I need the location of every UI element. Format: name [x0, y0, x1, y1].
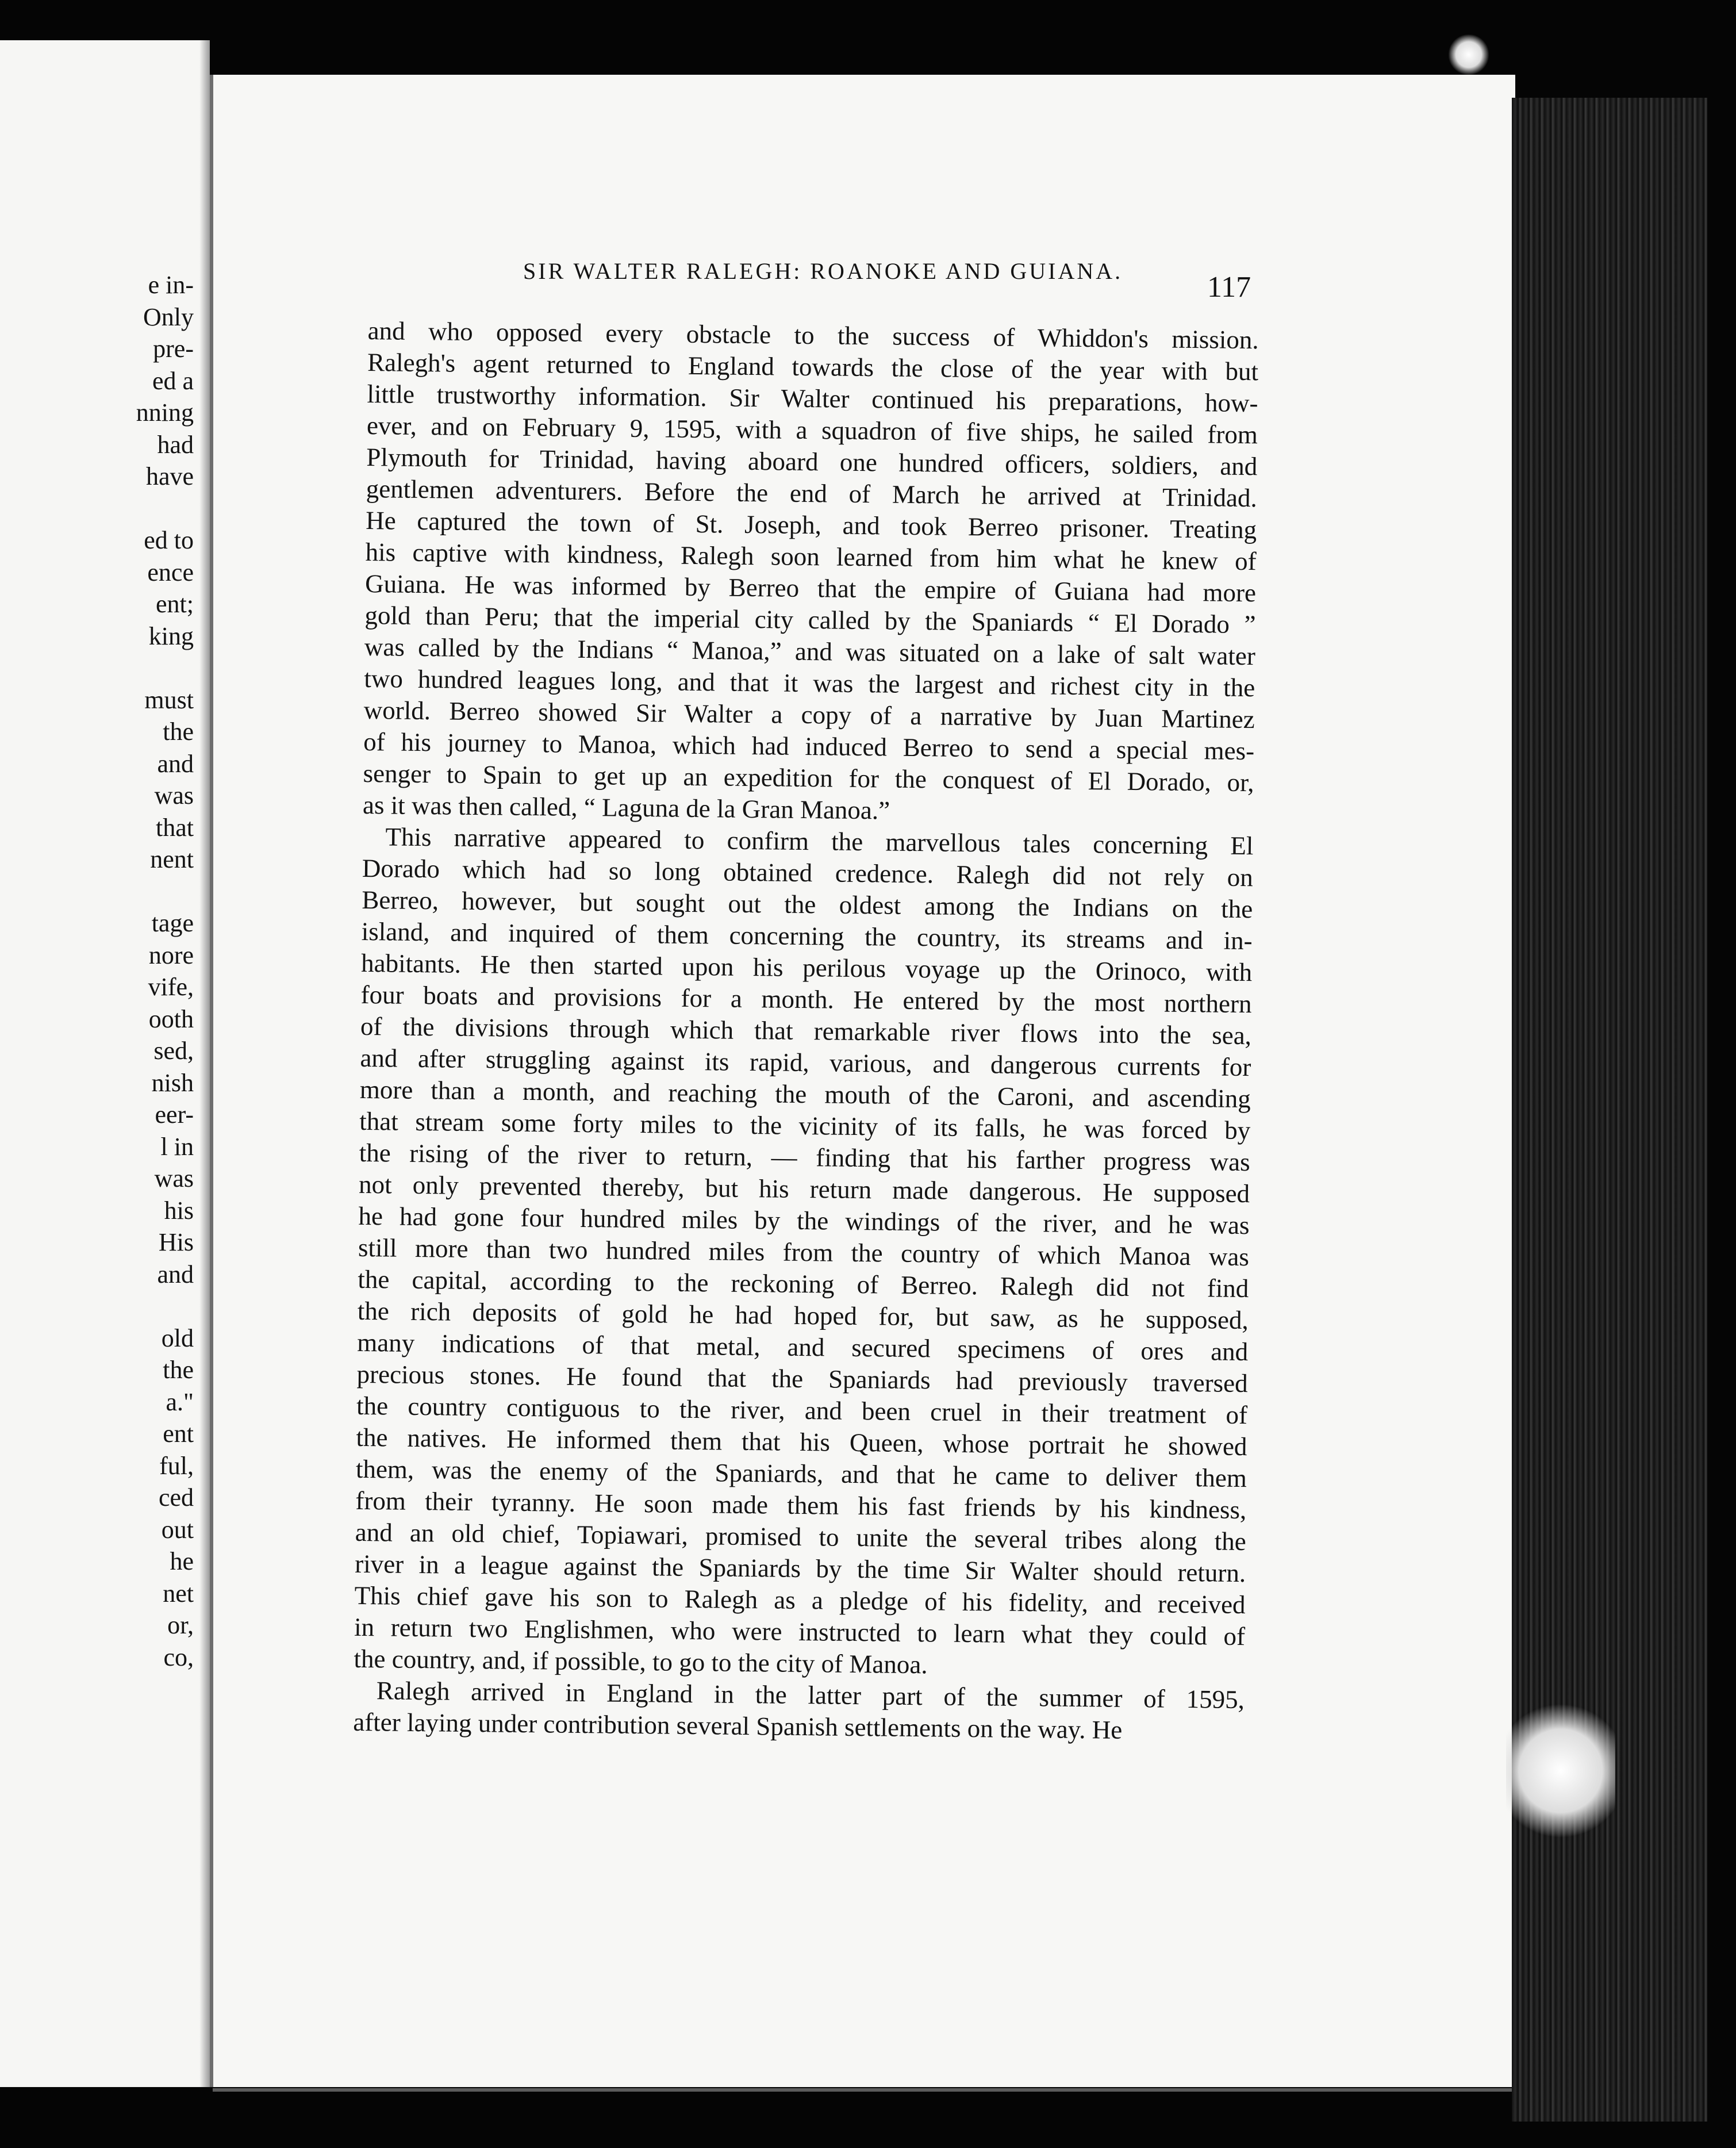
- text-line: he had gone four hundred miles by the windings of the river, and he was: [358, 1201, 1250, 1240]
- fragment-line: was: [154, 781, 194, 810]
- text-line: Ralegh arrived in England in the latter part of the summer of 1595,: [376, 1676, 1245, 1714]
- fragment-line: ence: [147, 558, 194, 586]
- text-line: the country, and, if possible, to go to the city of Manoa.: [354, 1644, 928, 1679]
- fragment-line: and: [157, 1260, 194, 1288]
- page-edges: [1512, 98, 1707, 2122]
- text-line: world. Berreo showed Sir Walter a copy of a narrative by Juan Martinez: [363, 695, 1255, 734]
- fragment-line: pre-: [153, 335, 194, 363]
- fragment-line: out: [161, 1515, 194, 1544]
- text-line: ever, and on February 9, 1595, with a squadron of five ships, he sailed from: [366, 411, 1258, 450]
- text-line: Berreo, however, but sought out the oldest among the Indians on the: [362, 885, 1253, 924]
- text-line: This chief gave his son to Ralegh as a pledge of his fidelity, and received: [354, 1581, 1246, 1620]
- text-line: the capital, according to the reckoning of Berreo. Ralegh did not find: [358, 1264, 1249, 1303]
- fragment-line: ent;: [156, 590, 194, 618]
- text-line: and an old chief, Topiawari, promised to unite the several tribes along the: [355, 1517, 1247, 1556]
- text-line: and who opposed every obstacle to the success of Whiddon's mission.: [367, 316, 1259, 355]
- text-line: more than a month, and reaching the mouth of the Caroni, and ascending: [359, 1075, 1251, 1114]
- fragment-line: His: [158, 1228, 194, 1256]
- text-line: the country contiguous to the river, and been cruel in their treatment of: [356, 1391, 1248, 1430]
- page-bottom-edge: [213, 2088, 1512, 2092]
- fragment-line: that: [156, 813, 194, 842]
- text-line: in return two Englishmen, who were instructed to learn what they could of: [354, 1612, 1246, 1651]
- text-line: He captured the town of St. Joseph, and took Berreo prisoner. Treating: [365, 505, 1257, 544]
- text-line: from their tyranny. He soon made them his fast friends by his kindness,: [355, 1486, 1247, 1525]
- fragment-line: the: [163, 1356, 194, 1384]
- text-line: precious stones. He found that the Spaniards had previously traversed: [356, 1359, 1248, 1398]
- text-line: his captive with kindness, Ralegh soon learned from him what he knew of: [365, 537, 1257, 576]
- fragment-line: l in: [160, 1132, 194, 1161]
- fragment-line: ooth: [148, 1004, 194, 1033]
- text-line: Guiana. He was informed by Berreo that the empire of Guiana had more: [364, 569, 1257, 608]
- fragment-line: nning: [136, 398, 194, 427]
- previous-page-fragment: [0, 40, 210, 2087]
- text-line: the rich deposits of gold he had hoped for, but saw, as he supposed,: [357, 1296, 1249, 1335]
- text-line: of the divisions through which that remarkable river flows into the sea,: [360, 1011, 1252, 1050]
- fragment-line: was: [154, 1164, 194, 1192]
- text-line: after laying under contribution several Spanish settlements on the way. He: [353, 1707, 1123, 1744]
- fragment-line: net: [163, 1579, 194, 1608]
- fragment-line: a.": [166, 1387, 194, 1416]
- fragment-line: his: [164, 1196, 194, 1225]
- text-line: habitants. He then started upon his perilous voyage up the Orinoco, with: [360, 948, 1253, 987]
- fragment-line: ent: [163, 1420, 194, 1448]
- text-line: not only prevented thereby, but his return made dangerous. He supposed: [358, 1169, 1250, 1209]
- fragment-line: nent: [150, 845, 194, 873]
- text-line: river in a league against the Spaniards by the time Sir Walter should return.: [354, 1549, 1246, 1588]
- gutter-shadow: [199, 40, 210, 2087]
- text-line: that stream some forty miles to the vicinity of its falls, he was forced by: [359, 1106, 1251, 1145]
- fragment-line: ced: [158, 1483, 194, 1512]
- text-line: four boats and provisions for a month. He entered by the most northern: [360, 980, 1252, 1019]
- fragment-line: king: [148, 622, 194, 650]
- text-line: little trustworthy information. Sir Walter continued his preparations, how-: [367, 379, 1258, 418]
- fragment-line: sed,: [153, 1037, 194, 1065]
- text-line: and after struggling against its rapid, various, and dangerous currents for: [360, 1043, 1251, 1082]
- text-line: This narrative appeared to confirm the marvellous tales concerning El: [385, 822, 1254, 861]
- text-line: the rising of the river to return, — finding that his farther progress was: [359, 1138, 1250, 1177]
- running-head: SIR WALTER RALEGH: ROANOKE AND GUIANA.: [523, 258, 1123, 284]
- edge-highlight: [1506, 1696, 1615, 1846]
- text-line: senger to Spain to get up an expedition for the conquest of El Dorado, or,: [363, 758, 1254, 797]
- fragment-line: co,: [163, 1643, 194, 1671]
- fragment-line: and: [157, 749, 194, 778]
- fragment-line: the: [163, 718, 194, 746]
- edge-highlight: [1449, 34, 1489, 75]
- text-line: gold than Peru; that the imperial city called by the Spaniards “ El Dorado ”: [364, 600, 1256, 639]
- fragment-line: ful,: [159, 1451, 194, 1480]
- text-line: gentlemen adventurers. Before the end of March he arrived at Trinidad.: [366, 474, 1258, 513]
- text-line: Dorado which had so long obtained credence. Ralegh did not rely on: [362, 853, 1254, 892]
- text-line: of his journey to Manoa, which had induced Berreo to send a special mes-: [363, 727, 1255, 766]
- fragment-line: ed a: [152, 366, 194, 395]
- text-line: was called by the Indians “ Manoa,” and was situated on a lake of salt water: [364, 632, 1256, 671]
- text-line: Plymouth for Trinidad, having aboard one hundred officers, soldiers, and: [366, 442, 1258, 481]
- fragment-line: must: [144, 685, 194, 714]
- fragment-line: vife,: [148, 973, 194, 1001]
- body-text: [353, 315, 1259, 1747]
- fragment-line: nore: [148, 941, 194, 969]
- fragment-line: he: [170, 1547, 194, 1575]
- text-line: island, and inquired of them concerning the country, its streams and in-: [361, 916, 1253, 956]
- text-line: as it was then called, “ Laguna de la Gran Manoa.”: [362, 790, 890, 825]
- text-line: two hundred leagues long, and that it was the largest and richest city in the: [364, 663, 1255, 703]
- fragment-line: or,: [167, 1611, 194, 1639]
- fragment-line: tage: [151, 909, 194, 937]
- text-line: them, was the enemy of the Spaniards, and that he came to deliver them: [355, 1454, 1247, 1493]
- fragment-line: had: [157, 430, 194, 459]
- fragment-line: e in-: [148, 271, 194, 299]
- fragment-line: ed to: [144, 526, 194, 554]
- text-line: Ralegh's agent returned to England towards the close of the year with but: [367, 347, 1259, 386]
- fragment-line: Only: [143, 302, 194, 331]
- fragment-line: have: [145, 462, 194, 490]
- text-line: the natives. He informed them that his Queen, whose portrait he showed: [356, 1422, 1247, 1462]
- fragment-line: nish: [151, 1068, 194, 1097]
- text-line: many indications of that metal, and secured specimens of ores and: [357, 1328, 1249, 1367]
- text-line: still more than two hundred miles from the country of which Manoa was: [358, 1233, 1250, 1272]
- fragment-line: eer-: [155, 1100, 194, 1129]
- fragment-line: old: [161, 1324, 194, 1352]
- page-number: 117: [1207, 271, 1251, 304]
